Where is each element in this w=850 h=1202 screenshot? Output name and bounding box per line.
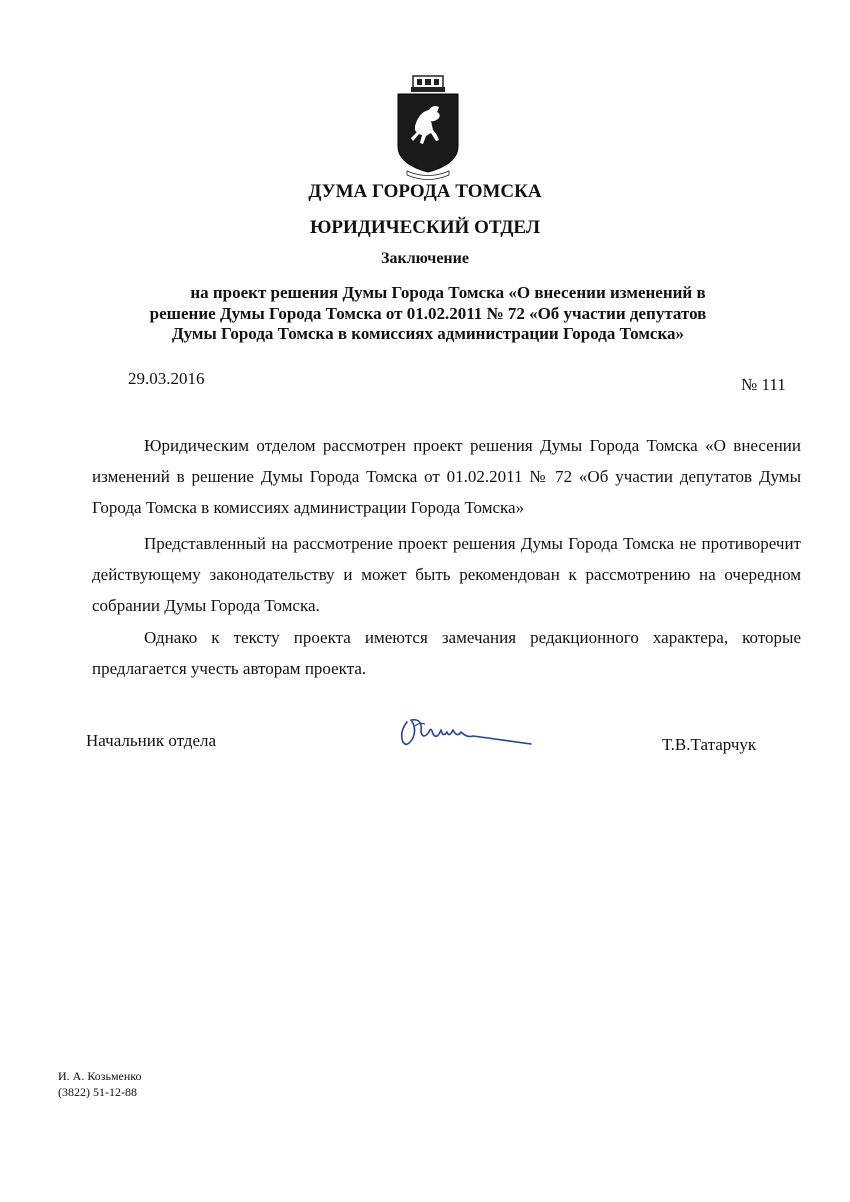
signature: [393, 708, 538, 753]
conclusion-title: Заключение: [381, 250, 469, 267]
document-date: 29.03.2016: [128, 369, 205, 388]
signatory-name: Т.В.Татарчук: [662, 735, 757, 754]
document-number: № 111: [741, 375, 786, 394]
executor-phone: (3822) 51-12-88: [58, 1085, 137, 1099]
body-paragraph-1: Юридическим отделом рассмотрен проект решения Думы Города Томска «О внесении изменений в решение Думы Города Томска от 01.02.2011 № 72 «Об участии депутатов Думы Города Томска в комиссиях администрации Города Томска»: [92, 436, 801, 517]
signatory-position: Начальник отдела: [86, 731, 217, 750]
body-paragraph-3: Однако к тексту проекта имеются замечания редакционного характера, которые предлагается учесть авторам проекта.: [92, 628, 801, 678]
department-name: ЮРИДИЧЕСКИЙ ОТДЕЛ: [310, 217, 540, 238]
conclusion-subject-line-3: Думы Города Томска в комиссиях администрации Города Томска»: [171, 324, 685, 343]
handwritten-signature-icon: [393, 708, 538, 753]
executor-name: И. А. Козьменко: [58, 1069, 142, 1083]
conclusion-subject-line-2: решение Думы Города Томска от 01.02.2011 № 72 «Об участии депутатов: [149, 304, 707, 323]
org-name: ДУМА ГОРОДА ТОМСКА: [308, 181, 542, 202]
coat-of-arms-emblem: [393, 74, 463, 182]
body-paragraph-2: Представленный на рассмотрение проект решения Думы Города Томска не противоречит действующему законодательству и может быть рекомендован к рассмотрению на очередном собрании Думы Города Томска.: [92, 534, 801, 615]
conclusion-subject-line-1: на проект решения Думы Города Томска «О внесении изменений в: [190, 283, 706, 302]
tomsk-coat-of-arms-icon: [393, 74, 463, 182]
